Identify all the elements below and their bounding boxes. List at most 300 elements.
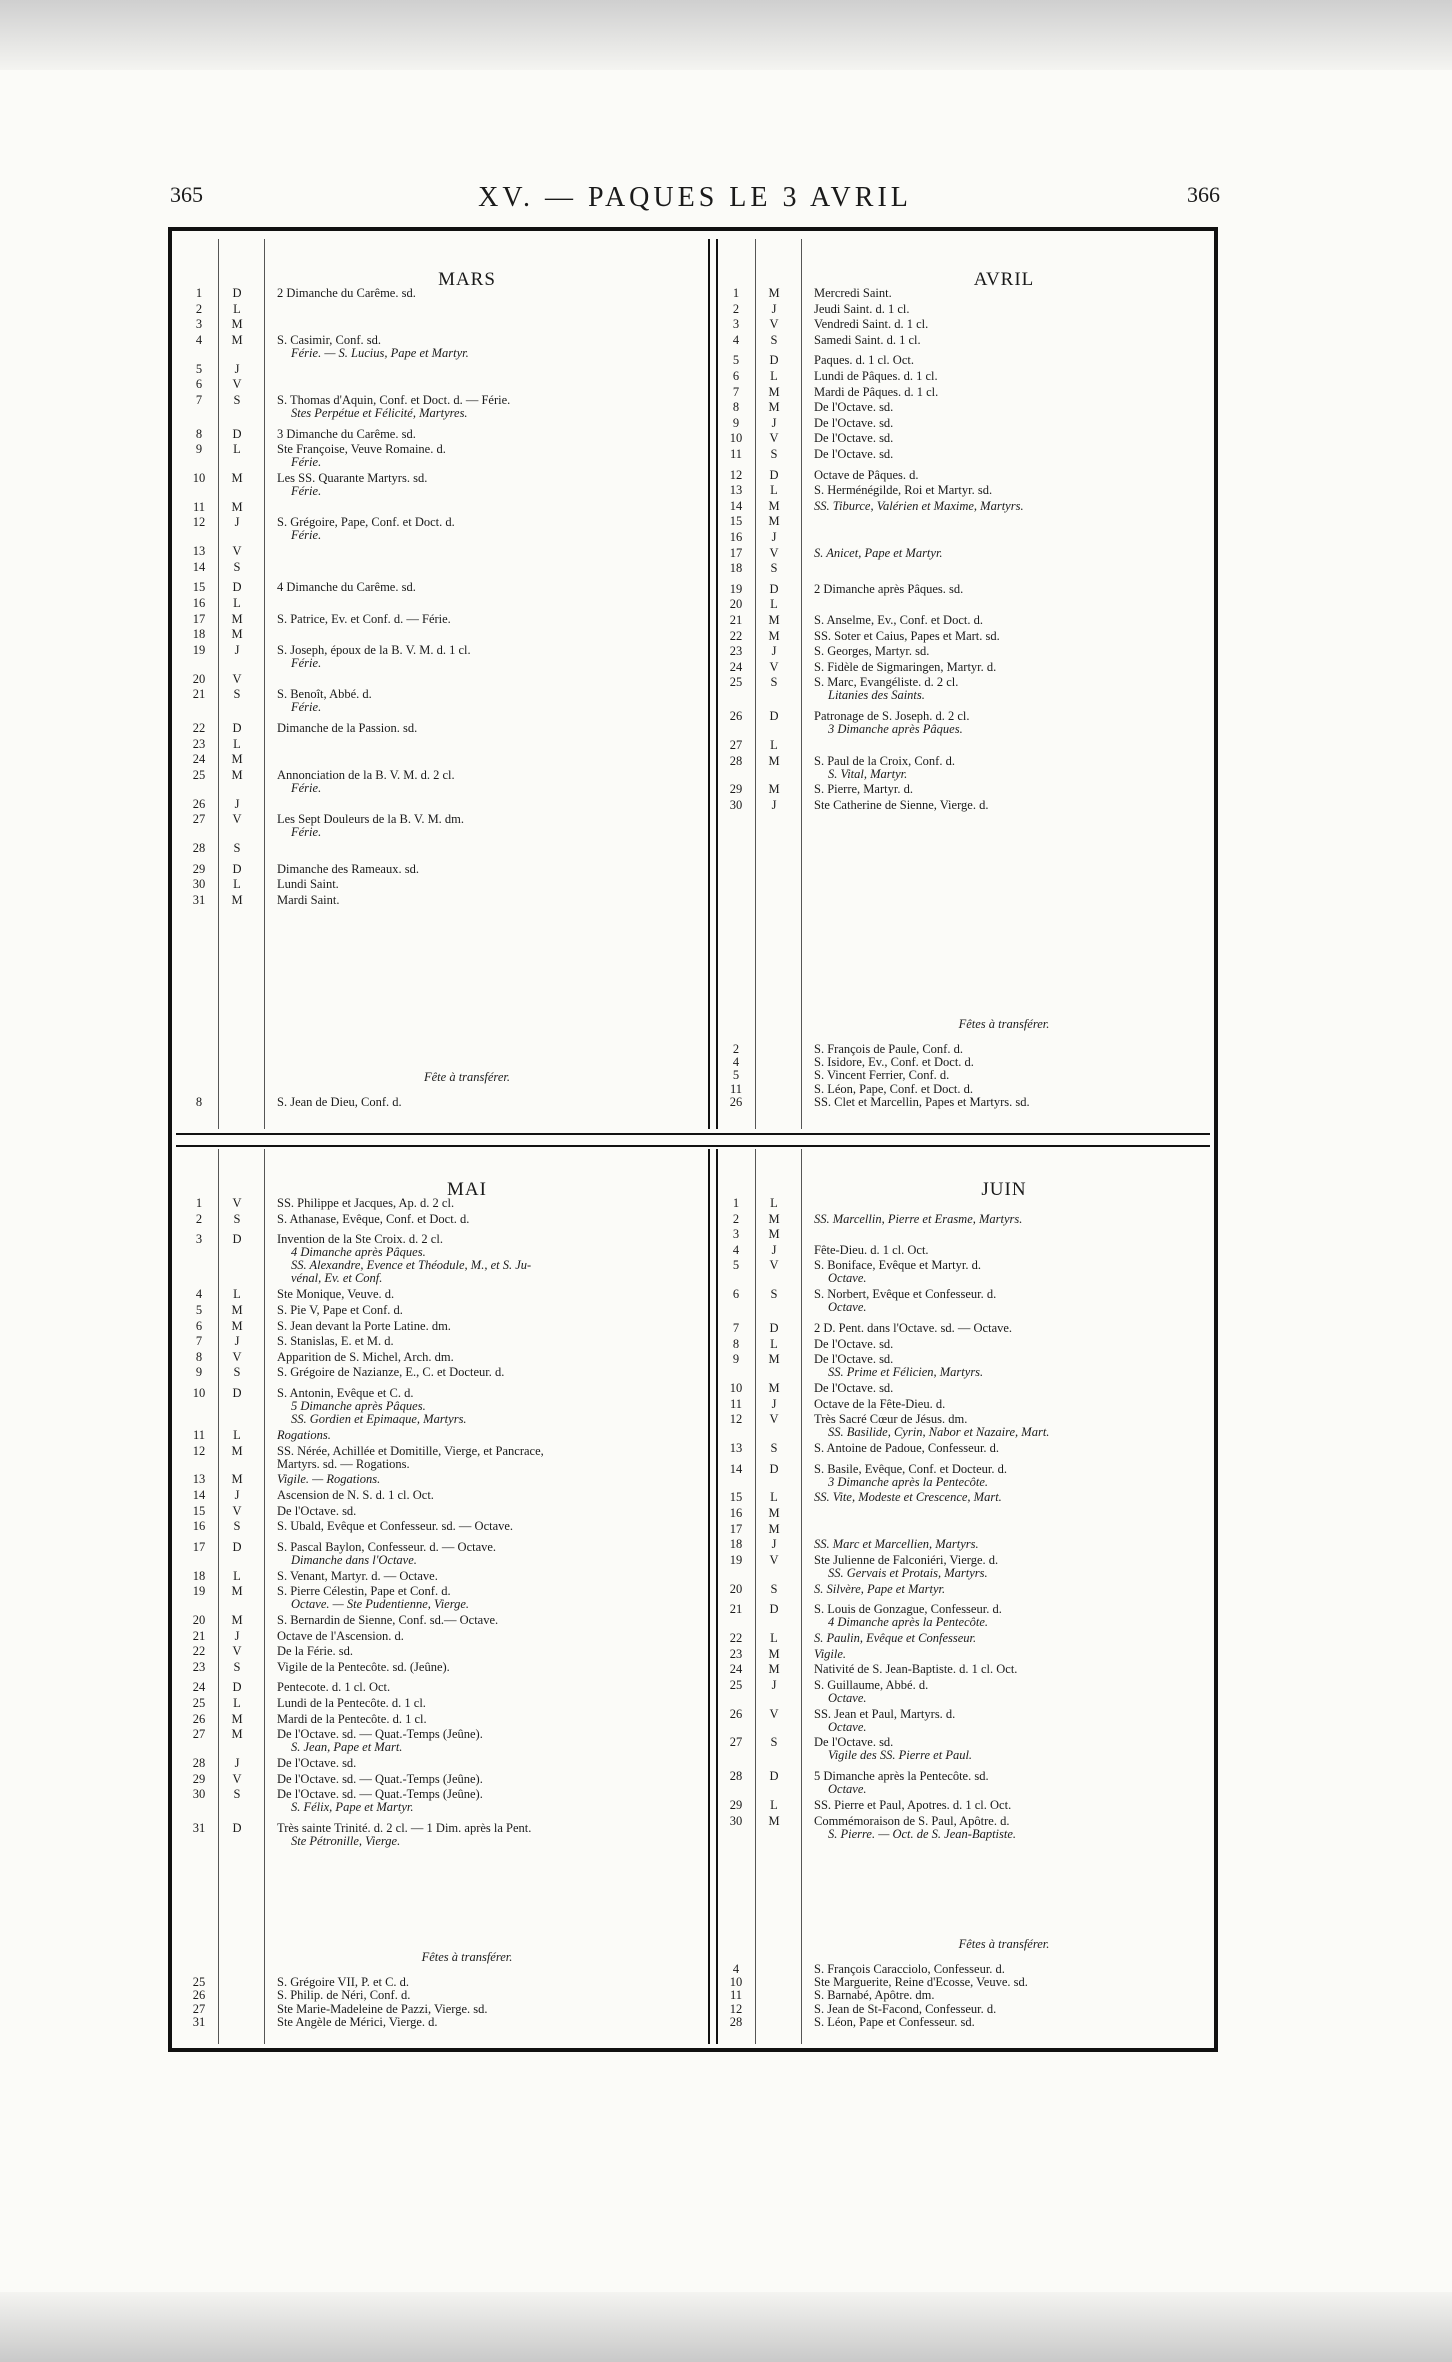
feast-text (277, 1697, 426, 1710)
feast-text (277, 1661, 450, 1674)
feast-line: Vigile de la Pentecôte. sd. (Jeûne). (277, 1659, 450, 1674)
page-header (170, 182, 1220, 212)
feast-text (814, 1398, 945, 1411)
feast-line: Ascension de N. S. d. 1 cl. Oct. (277, 1488, 434, 1502)
day-number: 22 (729, 1631, 743, 1645)
feast-line: S. Vincent Ferrier, Conf. d. (814, 1068, 950, 1083)
day-number: 7 (195, 392, 203, 407)
feast-line: vénal, Ev. et Conf. (291, 1271, 383, 1286)
weekday-letter: S (233, 841, 241, 855)
feast-line: S. Paul de la Croix, Conf. d. (814, 753, 955, 768)
feast-line: S. Pascal Baylon, Confesseur. d. — Octave. (277, 1539, 497, 1554)
feast-text (814, 1083, 973, 1096)
feast-line: S. Basile, Evêque, Conf. et Docteur. d. (814, 1461, 1008, 1476)
feast-line: Dimanche dans l'Octave. (291, 1552, 417, 1567)
day-number: 12 (192, 1443, 206, 1458)
day-number: 21 (729, 1602, 743, 1617)
weekday-letter: D (232, 1539, 242, 1554)
weekday-letter: L (770, 1196, 778, 1210)
feast-line: De l'Octave. sd. (277, 1503, 357, 1518)
feast-text (277, 472, 427, 498)
feast-line: Lundi de Pâques. d. 1 cl. (814, 369, 938, 383)
feast-line: Férie. (291, 528, 322, 543)
feast-text (277, 394, 510, 420)
weekday-letter: M (231, 1472, 243, 1487)
day-number: 15 (729, 1490, 743, 1505)
day-number: 2 (195, 301, 203, 316)
day-number: 15 (192, 580, 206, 595)
weekday-letter: D (769, 1321, 779, 1335)
day-number: 25 (729, 675, 743, 690)
weekday-letter: M (231, 752, 243, 767)
feast-text (277, 1713, 427, 1726)
day-number: 8 (732, 1336, 740, 1351)
day-number: 5 (732, 1068, 740, 1083)
day-number: 27 (729, 738, 743, 752)
day-number: 5 (195, 361, 203, 376)
column-rule (218, 1149, 219, 2044)
feast-line: S. Guillaume, Abbé. d. (814, 1677, 929, 1692)
feast-line: S. Félix, Pape et Martyr. (291, 1800, 414, 1815)
feast-line: Octave de la Fête-Dieu. d. (814, 1396, 946, 1411)
feast-line: Stes Perpétue et Félicité, Martyres. (291, 405, 468, 420)
feast-text (277, 1773, 483, 1786)
calendar-bottom-half (182, 1149, 1204, 2044)
feast-line: 3 Dimanche après la Pentecôte. (828, 1474, 989, 1489)
feast-text (814, 2016, 975, 2029)
day-number: 10 (192, 1386, 206, 1400)
feast-text (814, 1413, 1049, 1439)
feast-line: De l'Octave. sd. (814, 415, 894, 430)
half-divider (176, 1133, 1210, 1147)
feast-line: Les Sept Douleurs de la B. V. M. dm. (277, 812, 465, 827)
month-title: MARS (438, 269, 496, 290)
feast-line: S. Grégoire VII, P. et C. d. (277, 1975, 410, 1990)
feast-text (277, 1489, 434, 1502)
feast-line: Mardi de la Pentecôte. d. 1 cl. (277, 1711, 427, 1726)
weekday-letter: J (771, 1677, 777, 1692)
day-number: 4 (732, 1962, 740, 1976)
feast-text (277, 878, 339, 891)
feast-line: S. Benoît, Abbé. d. (277, 687, 372, 702)
feast-line: S. Athanase, Evêque, Conf. et Doct. d. (277, 1211, 470, 1226)
day-number: 4 (195, 332, 203, 347)
feast-text (277, 443, 446, 469)
feast-line: SS. Vite, Modeste et Crescence, Mart. (814, 1490, 1002, 1505)
weekday-letter: M (231, 1318, 243, 1333)
day-number: 27 (192, 812, 206, 827)
feast-line: S. Grégoire, Pape, Conf. et Doct. d. (277, 515, 455, 530)
feast-line: S. Léon, Pape, Conf. et Doct. d. (814, 1081, 974, 1096)
day-number: 2 (732, 301, 740, 316)
feast-line: S. Norbert, Evêque et Confesseur. d. (814, 1287, 997, 1302)
feast-line: S. Léon, Pape et Confesseur. sd. (814, 2014, 975, 2029)
feast-text (277, 1822, 531, 1848)
day-number: 23 (729, 1646, 743, 1661)
weekday-letter: D (769, 709, 779, 724)
weekday-letter: L (233, 1428, 241, 1442)
feast-line: 4 Dimanche après la Pentecôte. (828, 1615, 989, 1630)
weekday-letter: V (232, 544, 242, 559)
weekday-letter: J (234, 1488, 240, 1502)
feast-text (814, 1056, 974, 1069)
day-number: 12 (729, 467, 743, 482)
day-number: 20 (729, 597, 743, 612)
feast-line: Ste Marguerite, Reine d'Ecosse, Veuve. sd. (814, 1975, 1028, 1990)
weekday-letter: V (769, 317, 779, 332)
day-number: 3 (195, 317, 203, 332)
feast-text (277, 1288, 394, 1301)
weekday-letter: D (769, 1602, 779, 1617)
weekday-letter: S (233, 1519, 241, 1534)
feast-text (277, 1585, 469, 1611)
weekday-letter: L (233, 1696, 241, 1710)
day-number: 6 (732, 1287, 740, 1302)
weekday-letter: M (231, 892, 243, 907)
day-number: 19 (192, 642, 206, 657)
feast-text (814, 1043, 963, 1056)
weekday-letter: J (234, 1628, 240, 1643)
weekday-letter: D (769, 1461, 779, 1476)
weekday-letter: M (768, 514, 780, 529)
day-number: 27 (192, 2001, 206, 2016)
feast-line: 3 Dimanche après Pâques. (828, 722, 963, 737)
feast-line: Octave. (828, 1719, 867, 1734)
weekday-letter: S (770, 561, 778, 576)
day-number: 20 (192, 671, 206, 686)
day-number: 16 (729, 530, 743, 544)
weekday-letter: L (770, 483, 778, 498)
feast-text (814, 583, 963, 596)
feast-text (277, 287, 416, 300)
day-number: 10 (729, 1975, 743, 1990)
feast-line: Dimanche des Rameaux. sd. (277, 861, 419, 876)
weekday-letter: V (769, 1706, 779, 1721)
day-number: 18 (729, 1537, 743, 1552)
day-number: 1 (195, 286, 203, 300)
feast-line: SS. Marc et Marcellien, Martyrs. (814, 1537, 979, 1552)
day-number: 26 (729, 709, 743, 724)
day-number: 8 (732, 400, 740, 415)
column-rule (801, 1149, 802, 2044)
scan-border-bottom (0, 2292, 1452, 2362)
feast-text (814, 469, 918, 482)
feast-text (814, 1603, 1002, 1629)
month-mars (182, 239, 705, 1129)
day-number: 7 (732, 1321, 740, 1335)
weekday-letter: D (232, 580, 242, 595)
day-number: 26 (192, 796, 206, 811)
feast-line: SS. Prime et Félicien, Martyrs. (828, 1365, 984, 1380)
feast-line: S. Pie V, Pape et Conf. d. (277, 1303, 403, 1317)
day-number: 29 (192, 1771, 206, 1786)
feast-text (277, 1788, 483, 1814)
day-number: 13 (729, 1441, 743, 1455)
day-number: 28 (729, 2014, 743, 2029)
day-number: 14 (729, 498, 743, 513)
weekday-letter: S (770, 1287, 778, 1302)
day-number: 12 (729, 2001, 743, 2016)
transfer-title: Fêtes à transférer. (958, 1937, 1050, 1951)
weekday-letter: M (231, 317, 243, 332)
feast-text (814, 1648, 846, 1661)
day-number: 29 (192, 861, 206, 876)
day-number: 10 (729, 1381, 743, 1395)
weekday-letter: M (231, 332, 243, 347)
month-title: AVRIL (973, 269, 1035, 290)
feast-text (814, 417, 893, 430)
feast-text (814, 1353, 983, 1379)
feast-line: Rogations. (277, 1428, 331, 1442)
feast-line: Octave. (828, 1690, 867, 1705)
day-number: 9 (195, 1365, 203, 1380)
calendar-top-half (182, 239, 1204, 1129)
weekday-letter: L (770, 1336, 778, 1351)
weekday-letter: V (232, 1349, 242, 1364)
feast-line: S. Grégoire de Nazianze, E., C. et Docteur. d. (277, 1365, 505, 1380)
day-number: 4 (732, 332, 740, 347)
page-number-right: 366 (1187, 182, 1220, 207)
feast-line: Apparition de S. Michel, Arch. dm. (277, 1349, 454, 1364)
weekday-letter: M (768, 384, 780, 399)
page-title: XV. — PAQUES LE 3 AVRIL (478, 182, 912, 213)
feast-line: Invention de la Ste Croix. d. 2 cl. (277, 1232, 443, 1247)
day-number: 24 (729, 1662, 743, 1677)
day-number: 4 (732, 1242, 740, 1257)
day-number: 5 (195, 1303, 203, 1317)
day-number: 28 (192, 841, 206, 855)
weekday-letter: J (234, 515, 240, 530)
feast-text (277, 1197, 454, 1210)
feast-text (277, 769, 455, 795)
weekday-letter: S (233, 392, 241, 407)
feast-text (277, 1645, 353, 1658)
feast-text (277, 1614, 498, 1627)
feast-line: S. Herménégilde, Roi et Martyr. sd. (814, 483, 993, 498)
feast-text (814, 1322, 1012, 1335)
feast-line: S. Casimir, Conf. sd. (277, 332, 382, 347)
day-number: 21 (729, 613, 743, 627)
day-number: 2 (732, 1211, 740, 1226)
day-number: 5 (732, 1258, 740, 1273)
feast-line: Octave. (828, 1782, 867, 1797)
feast-text (814, 448, 893, 461)
feast-line: 3 Dimanche du Carême. sd. (277, 426, 416, 441)
weekday-letter: D (232, 1680, 242, 1695)
feast-text (277, 1505, 356, 1518)
feast-line: Martyrs. sd. — Rogations. (277, 1456, 410, 1471)
feast-line: 2 Dimanche après Pâques. sd. (814, 581, 964, 596)
feast-text (814, 303, 909, 316)
weekday-letter: M (231, 1303, 243, 1317)
feast-text (814, 799, 988, 812)
feast-line: Férie. (291, 780, 322, 795)
feast-line: 4 Dimanche après Pâques. (291, 1245, 426, 1260)
day-number: 11 (729, 1396, 743, 1411)
day-number: 26 (192, 1988, 206, 2003)
day-number: 12 (729, 1412, 743, 1427)
feast-line: SS. Marcellin, Pierre et Erasme, Martyrs. (814, 1211, 1023, 1226)
feast-text (814, 1382, 893, 1395)
day-number: 7 (195, 1334, 203, 1349)
feast-line: Les SS. Quarante Martyrs. sd. (277, 471, 428, 485)
weekday-letter: J (771, 798, 777, 812)
feast-line: De l'Octave. sd. (814, 447, 894, 461)
feast-line: Ste Julienne de Falconiéri, Vierge. d. (814, 1552, 999, 1567)
feast-line: Mardi Saint. (277, 892, 340, 907)
feast-text (814, 645, 929, 658)
weekday-letter: J (771, 1242, 777, 1257)
feast-text (277, 1541, 496, 1567)
weekday-letter: L (770, 1798, 778, 1812)
column-rule (755, 1149, 756, 2044)
day-number: 12 (192, 515, 206, 530)
feast-line: Nativité de S. Jean-Baptiste. d. 1 cl. Oct. (814, 1662, 1018, 1677)
page-number-left: 365 (170, 182, 203, 207)
feast-text (277, 1757, 356, 1770)
day-number: 23 (729, 644, 743, 659)
feast-text (814, 1491, 1002, 1504)
feast-line: S. Jean devant la Porte Latine. dm. (277, 1318, 451, 1333)
feast-line: De l'Octave. sd. — Quat.-Temps (Jeûne). (277, 1727, 483, 1742)
feast-line: SS. Soter et Caius, Papes et Mart. sd. (814, 628, 1000, 643)
weekday-letter: S (233, 1211, 241, 1226)
weekday-letter: D (232, 426, 242, 441)
day-number: 14 (192, 1488, 206, 1502)
weekday-letter: M (768, 1506, 780, 1520)
feast-line: 4 Dimanche du Carême. sd. (277, 580, 416, 595)
feast-line: S. Pierre Célestin, Pape et Conf. d. (277, 1584, 451, 1599)
feast-text (814, 318, 928, 331)
day-number: 30 (729, 1813, 743, 1828)
day-number: 21 (192, 687, 206, 702)
feast-line: S. Vital, Martyr. (828, 766, 908, 781)
feast-line: De l'Octave. sd. (814, 1735, 894, 1750)
feast-line: SS. Alexandre, Evence et Théodule, M., et S. Ju- (291, 1258, 532, 1273)
day-number: 28 (729, 753, 743, 768)
weekday-letter: M (231, 471, 243, 485)
feast-line: Ste Pétronille, Vierge. (291, 1834, 401, 1848)
feast-text (277, 516, 455, 542)
day-number: 17 (729, 1521, 743, 1536)
feast-line: Patronage de S. Joseph. d. 2 cl. (814, 709, 970, 724)
feast-line: Litanies des Saints. (828, 688, 925, 703)
feast-line: S. Anselme, Ev., Conf. et Doct. d. (814, 613, 983, 627)
column-divider (708, 1149, 718, 2044)
day-number: 24 (729, 659, 743, 674)
day-number: 19 (192, 1584, 206, 1599)
feast-text (814, 1663, 1017, 1676)
feast-text (814, 500, 1024, 513)
day-number: 11 (192, 499, 206, 514)
weekday-letter: J (234, 796, 240, 811)
feast-line: S. Isidore, Ev., Conf. et Doct. d. (814, 1055, 974, 1070)
feast-text (814, 1538, 979, 1551)
feast-text (277, 1213, 469, 1226)
feast-line: De l'Octave. sd. (814, 1352, 894, 1367)
weekday-letter: L (233, 1568, 241, 1583)
feast-text (814, 334, 921, 347)
day-number: 15 (192, 1503, 206, 1518)
feast-text (814, 1799, 1011, 1812)
weekday-letter: J (771, 301, 777, 316)
feast-line: S. Paulin, Evêque et Confesseur. (814, 1631, 977, 1645)
weekday-letter: L (233, 596, 241, 610)
day-number: 15 (729, 514, 743, 529)
feast-line: SS. Tiburce, Valérien et Maxime, Martyrs. (814, 498, 1024, 513)
day-number: 14 (192, 559, 206, 574)
day-number: 20 (729, 1581, 743, 1596)
feast-line: S. François de Paule, Conf. d. (814, 1042, 963, 1056)
feast-line: 5 Dimanche après Pâques. (291, 1399, 426, 1413)
weekday-letter: L (770, 369, 778, 383)
day-number: 10 (729, 431, 743, 446)
feast-text (277, 894, 340, 907)
feast-line: Octave. (828, 1271, 867, 1286)
feast-line: Commémoraison de S. Paul, Apôtre. d. (814, 1813, 1010, 1828)
day-number: 11 (729, 1081, 743, 1096)
day-number: 10 (192, 471, 206, 485)
feast-line: Férie. (291, 825, 322, 840)
weekday-letter: M (231, 627, 243, 642)
feast-text (277, 1570, 438, 1583)
day-number: 16 (192, 1519, 206, 1534)
feast-line: Mardi de Pâques. d. 1 cl. (814, 384, 939, 399)
feast-text (814, 1554, 998, 1580)
day-number: 17 (729, 545, 743, 560)
feast-text (814, 547, 943, 560)
weekday-letter: S (233, 1365, 241, 1380)
weekday-letter: V (232, 377, 242, 392)
weekday-letter: L (770, 738, 778, 752)
weekday-letter: M (768, 1227, 780, 1242)
feast-text (814, 1708, 955, 1734)
feast-text (814, 354, 914, 367)
feast-line: Fête-Dieu. d. 1 cl. Oct. (814, 1242, 929, 1257)
weekday-letter: S (770, 1441, 778, 1455)
weekday-letter: M (768, 753, 780, 768)
feast-text (277, 2003, 488, 2016)
feast-line: Ste Monique, Veuve. d. (277, 1287, 395, 1302)
feast-text (814, 1288, 996, 1314)
day-number: 11 (729, 447, 743, 461)
weekday-letter: M (231, 1443, 243, 1458)
weekday-letter: V (232, 671, 242, 686)
feast-text (814, 484, 992, 497)
feast-line: S. Bernardin de Sienne, Conf. sd.— Octave. (277, 1613, 499, 1627)
feast-line: De la Férie. sd. (277, 1644, 354, 1659)
feast-line: SS. Philippe et Jacques, Ap. d. 2 cl. (277, 1196, 455, 1210)
day-number: 16 (729, 1506, 743, 1520)
feast-line: SS. Nérée, Achillée et Domitille, Vierge, et Pancrace, (277, 1443, 544, 1458)
day-number: 2 (195, 1211, 203, 1226)
weekday-letter: M (231, 1711, 243, 1726)
weekday-letter: J (771, 1537, 777, 1552)
weekday-letter: D (232, 861, 242, 876)
feast-line: Férie. (291, 484, 322, 498)
feast-line: S. Ubald, Evêque et Confesseur. sd. — Octave. (277, 1519, 514, 1534)
weekday-letter: M (768, 1352, 780, 1367)
weekday-letter: D (232, 1386, 242, 1400)
feast-line: Vendredi Saint. d. 1 cl. (814, 317, 929, 332)
weekday-letter: M (768, 782, 780, 797)
feast-text (814, 1736, 972, 1762)
feast-text (277, 1351, 454, 1364)
day-number: 19 (729, 1552, 743, 1567)
weekday-letter: D (769, 1769, 779, 1784)
feast-line: S. Jean, Pape et Mart. (291, 1740, 403, 1755)
day-number: 30 (729, 798, 743, 812)
